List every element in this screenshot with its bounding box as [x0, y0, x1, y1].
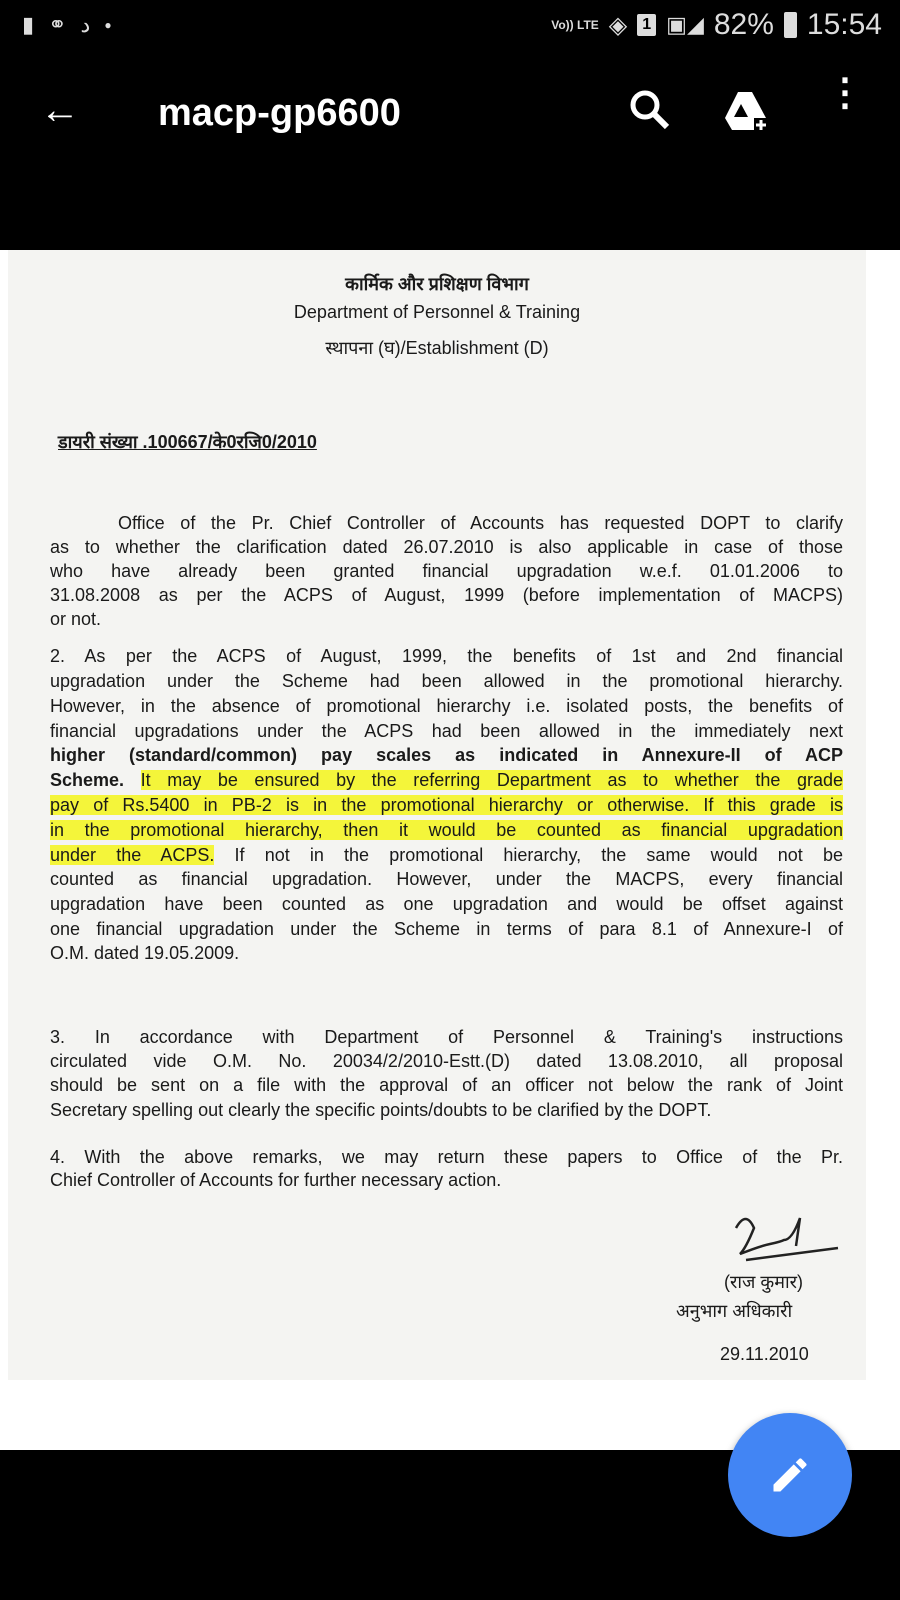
document-page [8, 250, 866, 1380]
highlighted-text: It may be ensured by the referring Department as to whether the grade [140, 770, 843, 790]
text-segment: higher (standard/common) pay scales as indicated in Annexure-II of ACP [50, 745, 843, 765]
signatory-name: (राज कुमार) [724, 1272, 803, 1292]
text-segment: However, in the absence of promotional hierarchy i.e. isolated posts, the benefits of [50, 696, 843, 716]
volte-icon: Vo)) LTE [551, 18, 599, 32]
edit-pencil-icon [768, 1453, 812, 1497]
paragraph-3-line [50, 1050, 843, 1072]
text-segment: upgradation have been counted as one upgradation and would be offset against [50, 894, 843, 914]
text-segment [124, 770, 141, 790]
text-segment: as to whether the clarification dated 26.07.2010 is also applicable in case of those [50, 537, 843, 557]
document-date: 29.11.2010 [720, 1344, 809, 1364]
more-vert-icon[interactable]: ⋮ [826, 72, 864, 114]
document-title: macp-gp6600 [158, 92, 401, 134]
text-segment: If not in the promotional hierarchy, the same would not be [214, 845, 843, 865]
header-department: Department of Personnel & Training [293, 302, 581, 322]
highlighted-text: pay of Rs.5400 in PB-2 is in the promotional hierarchy or otherwise. If this grade is [50, 795, 843, 815]
document-viewer[interactable] [0, 250, 900, 1450]
text-segment: should be sent on a file with the approval of an officer not below the rank of Joint [50, 1075, 843, 1095]
text-segment: one financial upgradation under the Scheme in terms of para 8.1 of Annexure-I of [50, 919, 843, 939]
paragraph-1-line [118, 512, 843, 534]
paragraph-2-line [50, 819, 843, 841]
text-segment: 31.08.2008 as per the ACPS of August, 1999 (before implementation of MACPS) [50, 585, 843, 605]
paragraph-4-line [50, 1146, 843, 1168]
paragraph-2-line [50, 744, 843, 766]
edit-fab-button[interactable] [728, 1413, 852, 1537]
diary-number: डायरी संख्या .100667/के0रजि0/2010 [58, 432, 317, 452]
clock: 15:54 [806, 8, 882, 41]
battery-percent: 82% [713, 8, 774, 41]
paragraph-2-line [50, 868, 843, 890]
message-icon: ▮ [22, 12, 35, 37]
drive-add-icon[interactable] [722, 90, 770, 139]
paragraph-2-line [50, 794, 843, 816]
sim-slot-badge: 1 [637, 14, 656, 36]
paragraph-2-line [50, 844, 843, 866]
app-bar [0, 56, 900, 250]
text-segment: 4. With the above remarks, we may return these papers to Office of the Pr. [50, 1147, 843, 1167]
paragraph-2-line [50, 670, 843, 692]
paragraph-2-line [50, 769, 843, 791]
app-notification-icon: د [80, 12, 91, 37]
text-segment: Secretary spelling out clearly the specific points/doubts to be clarified by the DOPT. [50, 1100, 712, 1120]
header-hindi: कार्मिक और प्रशिक्षण विभाग [345, 274, 529, 294]
search-icon[interactable] [628, 88, 672, 137]
text-segment: circulated vide O.M. No. 20034/2/2010-Estt.(D) dated 13.08.2010, all proposal [50, 1051, 843, 1071]
paragraph-1-line [50, 536, 843, 558]
paragraph-2-line [50, 695, 843, 717]
text-segment: or not. [50, 609, 102, 629]
paragraph-1-line [50, 560, 843, 582]
text-segment: 3. In accordance with Department of Personnel & Training's instructions [50, 1027, 843, 1047]
paragraph-3-line [50, 1099, 843, 1121]
battery-icon [784, 12, 797, 38]
text-segment: Chief Controller of Accounts for further necessary action. [50, 1170, 502, 1190]
highlighted-text: under the ACPS. [50, 845, 215, 865]
text-segment: financial upgradations under the ACPS had been allowed in the immediately next [50, 721, 843, 741]
paragraph-2-line [50, 942, 843, 964]
text-segment: Scheme. [50, 770, 125, 790]
signal-icon: ▣◢ [666, 12, 704, 37]
paragraph-2-line [50, 720, 843, 742]
incognito-icon: ⚭ [48, 12, 67, 37]
signature [726, 1208, 846, 1268]
paragraph-2-line [50, 645, 843, 667]
paragraph-3-line [50, 1026, 843, 1048]
paragraph-2-line [50, 893, 843, 915]
text-segment: O.M. dated 19.05.2009. [50, 943, 240, 963]
notification-icons [22, 12, 112, 38]
more-notifications-dot-icon: ● [104, 18, 112, 32]
paragraph-3-line [50, 1074, 843, 1096]
text-segment: counted as financial upgradation. However, under the MACPS, every financial [50, 869, 843, 889]
header-section: स्थापना (घ)/Establishment (D) [325, 338, 549, 358]
highlighted-text: in the promotional hierarchy, then it would be counted as financial upgradation [50, 820, 843, 840]
paragraph-1-line [50, 608, 843, 630]
status-bar [0, 0, 900, 56]
paragraph-1-line [50, 584, 843, 606]
wifi-icon: ◈ [608, 11, 628, 39]
paragraph-4-line [50, 1169, 843, 1191]
text-segment: who have already been granted financial upgradation w.e.f. 01.01.2006 to [50, 561, 843, 581]
paragraph-2-line [50, 918, 843, 940]
text-segment: upgradation under the Scheme had been allowed in the promotional hierarchy. [50, 671, 843, 691]
signatory-designation: अनुभाग अधिकारी [676, 1301, 793, 1321]
back-arrow-icon[interactable]: ← [40, 88, 80, 132]
text-segment: Office of the Pr. Chief Controller of Accounts has requested DOPT to clarify [118, 513, 843, 533]
text-segment: 2. As per the ACPS of August, 1999, the benefits of 1st and 2nd financial [50, 646, 843, 666]
